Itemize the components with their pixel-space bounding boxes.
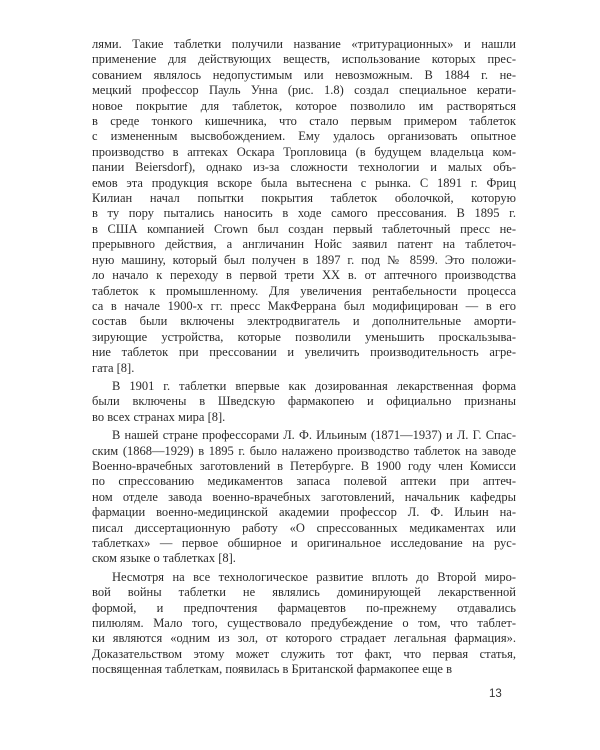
text-line: В 1901 г. таблетки впервые как дозированная лекарственная форма [112,378,516,393]
text-line: пилюлям. Мало того, существовало предубеждение о том, что таблет- [92,616,516,631]
text-line: в США компанией Crown был создан первый таблеточный пресс не- [92,221,516,236]
body-text [92,37,516,681]
text-line: посвященная таблеткам, появилась в Британской фармакопее еще в [92,662,452,677]
text-line: Килиан начал попытки покрытия таблеток оболочкой, которую [92,191,516,206]
text-line: таблеток к промышленному. Для увеличения рентабельности процесса [92,283,516,298]
text-line: прерывного действия, а англичанин Нойс заявил патент на таблеточ- [92,237,516,252]
text-line: Военно-врачебных заготовлений в Петербурге. В 1900 году член Комисси [92,458,516,473]
paragraph [92,379,516,425]
text-line: таблетках» — первое обширное и оригинальное исследование на рус- [92,536,516,550]
text-line: ки являются «одним из зол, от которого страдает легальная фармация». [92,631,516,646]
text-line: зирующие устройства, которые позволили уменьшить проскальзыва- [92,329,516,344]
text-line: в ту пору пытались наносить в ходе самого прессования. В 1895 г. [92,206,516,221]
text-line: са в начале 1900-х гг. пресс МакФеррана был модифицирован — в его [92,298,516,313]
text-line: Доказательством этому может служить тот факт, что первая статья, [92,646,516,661]
text-line: в среде тонкого кишечника, что стало первым примером таблеток [92,114,516,129]
text-line: новое покрытие для таблеток, которое позволило им растворяться [92,98,516,113]
text-line: писал диссертационную работу «О спрессованных медикаментах или [92,520,516,535]
text-line: В нашей стране профессорами Л. Ф. Ильиным (1871—1937) и Л. Г. Спас- [112,428,516,443]
text-line: состав были включены электродвигатель и дополнительные аморти- [92,314,516,329]
paragraph [92,37,516,376]
text-line: во всех странах мира [8]. [92,409,226,424]
text-line: ную машину, который был получен в 1897 г. под № 8599. Это положи- [92,252,516,267]
text-line: мецкий профессор Пауль Унна (рис. 1.8) создал специальное керати- [92,83,516,98]
text-line: ло начало к переходу в первой трети XX в. от аптечного производства [92,268,516,283]
text-line: формой, и предпочтения фармацевтов по-прежнему отдавались [92,600,516,615]
text-line: были включены в Шведскую фармакопею и официально признаны [92,394,516,409]
text-line: Несмотря на все технологическое развитие вплоть до Второй миро- [112,569,516,584]
text-line: пании Beiersdorf), однако из-за сложности технологии и малых объ- [92,160,516,175]
text-line: ние таблеток при прессовании и увеличить производительность агре- [92,345,516,360]
text-line: лями. Такие таблетки получили название «тритурационных» и нашли [92,37,516,51]
text-line: емов эта продукция вскоре была вытеснена с рынка. С 1891 г. Фриц [92,175,516,190]
text-line: вой войны таблетки не являлись доминирующей лекарственной [92,585,516,600]
text-line: ном отделе завода военно-врачебных заготовлений, начальник кафедры [92,489,516,504]
text-line: применение для действующих веществ, использование которых прес- [92,52,516,67]
page-number: 13 [489,688,502,700]
paragraph [92,428,516,567]
paragraph [92,570,516,678]
text-line: с измененным высвобождением. Ему удалось организовать опытное [92,129,516,144]
text-line: по спрессованию медикаментов запаса полевой аптеки при аптеч- [92,474,516,489]
text-line: ским (1868—1929) в 1895 г. было налажено производство таблеток на заводе [92,443,516,458]
text-line: сованием являлось недопустимым или невозможным. В 1884 г. не- [92,67,516,82]
text-line: ском языке о таблетках [8]. [92,551,236,566]
text-line: фармации военно-медицинской академии профессор Л. Ф. Ильин на- [92,505,516,520]
text-line: гата [8]. [92,360,135,375]
text-line: производство в аптеках Оскара Тропловица (в будущем владельца ком- [92,144,516,159]
